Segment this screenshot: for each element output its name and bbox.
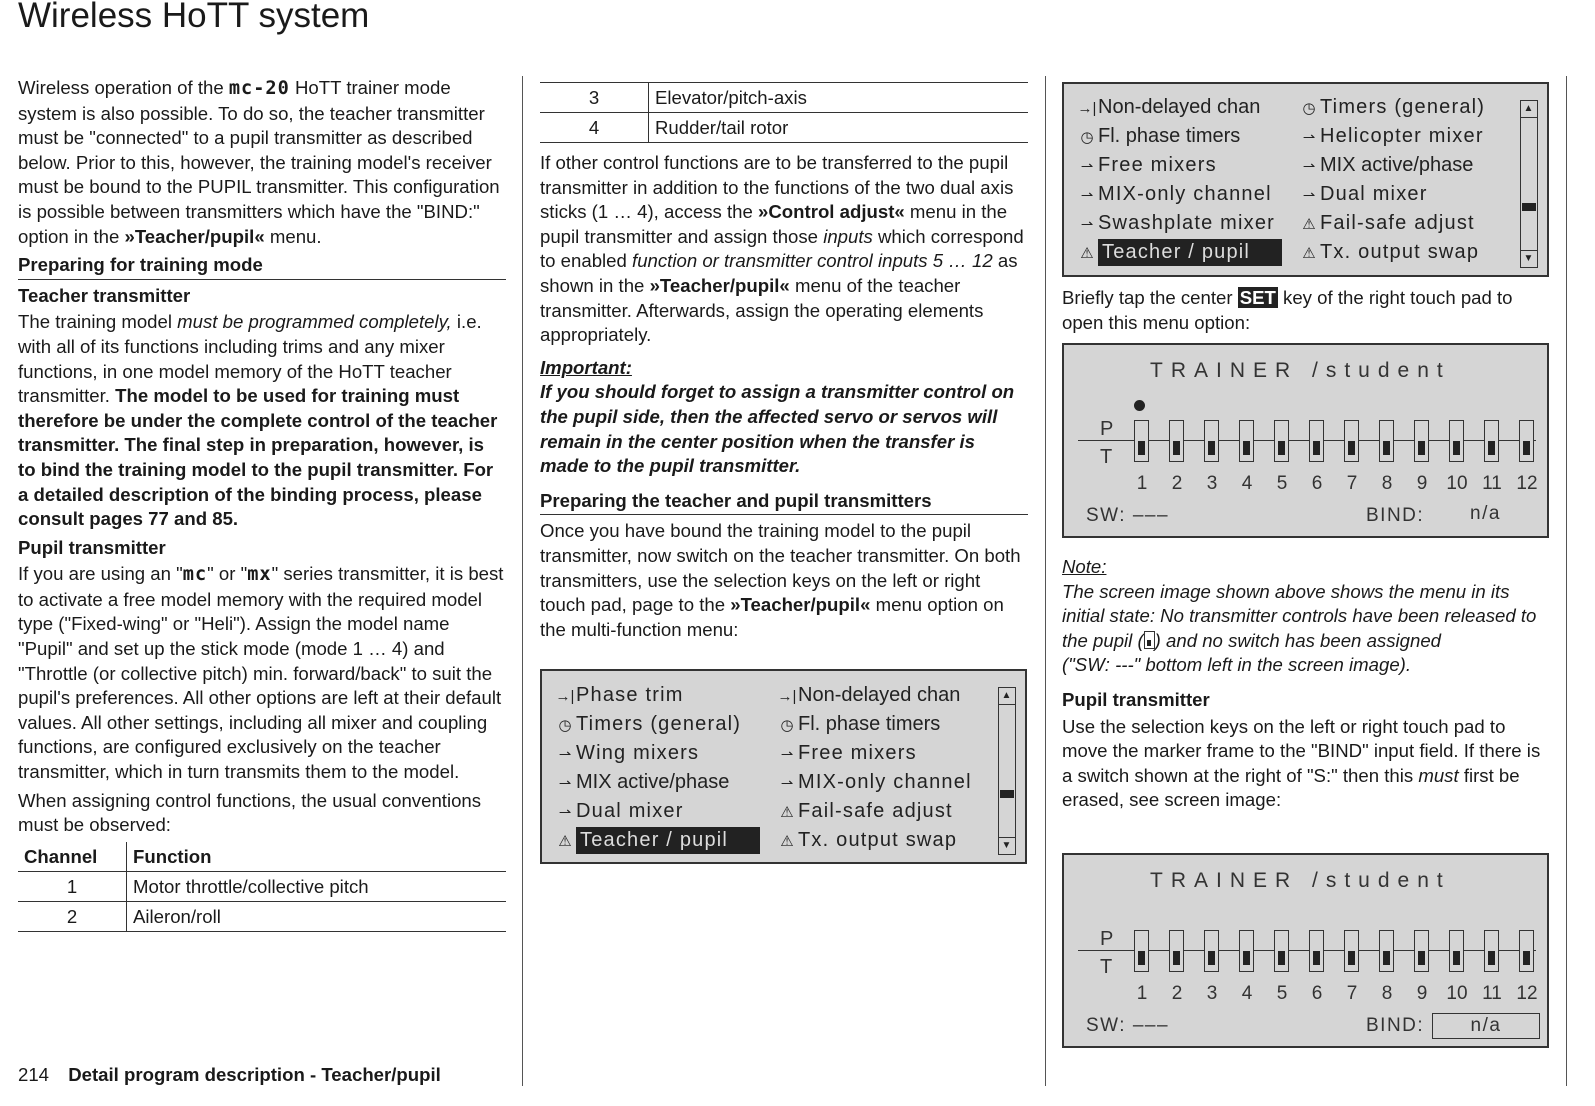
menu-item-phase-trim[interactable]: →|Phase trim <box>554 682 684 709</box>
menu-item-mix-active-phase[interactable]: ⇀ MIX active/phase <box>1298 152 1473 179</box>
channel-number: 12 <box>1516 983 1538 1004</box>
channel-number: 10 <box>1446 473 1468 494</box>
channel-switch-icon <box>1449 930 1464 972</box>
trainer-header: TRAINER /student <box>1150 359 1451 382</box>
channel-number: 11 <box>1482 983 1502 1004</box>
arrow-bar-icon: →| <box>555 688 575 705</box>
mixer-icon: ⇀ <box>1302 187 1316 204</box>
clock-icon: ◷ <box>780 717 794 734</box>
channel-number: 8 <box>1381 473 1393 494</box>
bind-label: BIND: <box>1366 1015 1425 1036</box>
t-label: T <box>1100 956 1113 978</box>
menu-item-mix-only-channel[interactable]: ⇀ MIX-only channel <box>776 769 972 796</box>
column-divider <box>522 76 523 1086</box>
warning-icon: ⚠ <box>1302 245 1316 262</box>
mixer-icon: ⇀ <box>780 775 794 792</box>
t-label: T <box>1100 446 1113 468</box>
channel-switch-icon <box>1309 420 1324 462</box>
channel-switch-icon <box>1414 420 1429 462</box>
trainer-screen-initial <box>1062 343 1549 538</box>
channel-switch-icon <box>1519 420 1534 462</box>
channel-number: 3 <box>1206 473 1218 494</box>
channel-number: 1 <box>1136 983 1148 1004</box>
channel-number: 2 <box>1171 473 1183 494</box>
channel-switch-icon <box>1204 420 1219 462</box>
scroll-up-icon: ▲ <box>1521 101 1537 118</box>
p-label: P <box>1100 418 1114 440</box>
footer-section: Detail program description - Teacher/pupil <box>68 1064 441 1085</box>
menu-scrollbar[interactable] <box>1520 100 1538 268</box>
channel-number: 12 <box>1516 473 1538 494</box>
once-paragraph: Once you have bound the training model to the pupil transmitter, now switch on the teacher transmitter. On both transmitters, use the selection keys on the left or right touch pad, page to the »Teacher/pupil« menu option on the multi-function menu: <box>540 520 1021 640</box>
pupil-bind-paragraph: Use the selection keys on the left or right touch pad to move the marker frame to the "BIND" input field. If there is a switch shown at the right of "S:" then this must first be erased, see screen image: <box>1062 715 1541 811</box>
mixer-icon: ⇀ <box>558 746 572 763</box>
column-1 <box>18 76 506 932</box>
channel-number: 11 <box>1482 473 1502 494</box>
menu-item-timers-general[interactable]: ◷ Timers (general) <box>1298 94 1485 121</box>
heading-preparing: Preparing for training mode <box>18 253 506 280</box>
menu-item-swashplate-mixer[interactable]: ⇀ Swashplate mixer <box>1076 210 1275 237</box>
trainer-screen-bind <box>1062 853 1549 1048</box>
switch-icon <box>1144 631 1155 649</box>
channel-switch-icon <box>1414 930 1429 972</box>
channel-number: 9 <box>1416 983 1428 1004</box>
menu-item-non-delayed-chan[interactable]: →|Non-delayed chan <box>1076 94 1260 121</box>
menu-item-mix-active-phase[interactable]: ⇀ MIX active/phase <box>554 769 729 796</box>
menu-item-tx-output-swap[interactable]: ⚠ Tx. output swap <box>1298 239 1479 266</box>
mixer-icon: ⇀ <box>558 804 572 821</box>
bind-value-field[interactable]: n/a <box>1432 1013 1540 1039</box>
arrow-bar-icon: →| <box>777 688 797 705</box>
menu-item-fl-phase-timers[interactable]: ◷ Fl. phase timers <box>1076 123 1240 150</box>
menu-item-teacher-pupil[interactable]: ⚠ Teacher / pupil <box>554 827 760 854</box>
clock-icon: ◷ <box>558 717 572 734</box>
selection-dot <box>1134 400 1145 411</box>
channel-number: 1 <box>1136 473 1148 494</box>
column-divider <box>1566 76 1567 1086</box>
channel-switch-icon <box>1344 930 1359 972</box>
channel-switch-icon <box>1309 930 1324 972</box>
menu-scrollbar[interactable] <box>998 687 1016 855</box>
heading-pupil: Pupil transmitter <box>18 536 166 558</box>
scroll-up-icon: ▲ <box>999 688 1015 705</box>
table-row: 2 Aileron/roll <box>18 901 506 931</box>
warning-icon: ⚠ <box>1302 216 1316 233</box>
heading-preparing-transmitters: Preparing the teacher and pupil transmitters <box>540 489 1028 516</box>
mixer-icon: ⇀ <box>1080 216 1094 233</box>
table-row: 4 Rudder/tail rotor <box>540 113 1028 143</box>
arrow-bar-icon: →| <box>1077 100 1097 117</box>
channel-number: 2 <box>1171 983 1183 1004</box>
channel-number: 6 <box>1311 983 1323 1004</box>
tap-paragraph-block <box>1062 286 1542 339</box>
scroll-down-icon: ▼ <box>1521 250 1537 267</box>
important-note: Important: If you should forget to assign a transmitter control on the pupil side, then the affected servo or servos will remain in the center position when the transfer is made to the pupil transmitter. <box>540 356 1015 477</box>
channel-number: 4 <box>1241 473 1253 494</box>
mixer-icon: ⇀ <box>780 746 794 763</box>
menu-item-fail-safe-adjust[interactable]: ⚠ Fail-safe adjust <box>776 798 953 825</box>
note-block <box>1062 555 1542 817</box>
channel-switch-icon <box>1274 930 1289 972</box>
p-label: P <box>1100 928 1114 950</box>
scroll-down-icon: ▼ <box>999 837 1015 854</box>
channel-switch-icon <box>1169 930 1184 972</box>
warning-icon: ⚠ <box>780 804 794 821</box>
sw-label: SW: ––– <box>1086 505 1170 526</box>
channel-number: 5 <box>1276 473 1288 494</box>
column-2 <box>540 82 1028 646</box>
menu-item-dual-mixer[interactable]: ⇀ Dual mixer <box>1298 181 1428 208</box>
warning-icon: ⚠ <box>558 833 572 850</box>
table-row: 1 Motor throttle/collective pitch <box>18 871 506 901</box>
channel-switch-icon <box>1169 420 1184 462</box>
channel-number: 10 <box>1446 983 1468 1004</box>
mixer-icon: ⇀ <box>558 775 572 792</box>
channel-switch-icon <box>1519 930 1534 972</box>
channel-switch-icon <box>1379 420 1394 462</box>
mc20-logo: mc-20 <box>228 78 290 99</box>
multifunction-menu-screen-heli <box>1062 82 1549 277</box>
channel-number: 9 <box>1416 473 1428 494</box>
tap-paragraph: Briefly tap the center SET key of the right touch pad to open this menu option: <box>1062 287 1513 333</box>
menu-item-mix-only-channel[interactable]: ⇀ MIX-only channel <box>1076 181 1272 208</box>
channel-switch-icon <box>1274 420 1289 462</box>
channel-table: Channel Function 1 Motor throttle/collective pitch 2 Aileron/roll <box>18 842 506 932</box>
channel-number: 7 <box>1346 983 1358 1004</box>
menu-item-helicopter-mixer[interactable]: ⇀ Helicopter mixer <box>1298 123 1484 150</box>
channel-switch-icon <box>1344 420 1359 462</box>
menu-item-dual-mixer[interactable]: ⇀ Dual mixer <box>554 798 684 825</box>
mixer-icon: ⇀ <box>1302 158 1316 175</box>
menu-item-teacher-pupil[interactable]: ⚠ Teacher / pupil <box>1076 239 1282 266</box>
channel-number: 5 <box>1276 983 1288 1004</box>
bind-value[interactable]: n/a <box>1470 503 1501 524</box>
channel-number: 3 <box>1206 983 1218 1004</box>
trainer-header: TRAINER /student <box>1150 869 1451 892</box>
intro-paragraph: Wireless operation of the mc-20 HoTT trainer mode system is also possible. To do so, the teacher transmitter must be "connected" to a pupil transmitter as described below. Prior to this, however, the training model's receiver must be bound to the PUPIL transmitter. This configuration is possible between transmitters which have the "BIND:" option in the »Teacher/pupil« menu. <box>18 77 500 247</box>
channel-switch-icon <box>1239 930 1254 972</box>
channel-switch-icon <box>1134 420 1149 462</box>
table-row: 3 Elevator/pitch-axis <box>540 83 1028 113</box>
channel-switch-icon <box>1204 930 1219 972</box>
heading-pupil-transmitter: Pupil transmitter <box>1062 688 1210 710</box>
channel-number: 8 <box>1381 983 1393 1004</box>
assign-paragraph: When assigning control functions, the usual conventions must be observed: <box>18 789 482 836</box>
pupil-paragraph: If you are using an "mc" or "mx" series transmitter, it is best to activate a free model memory with the required model type ("Fixed-wing" or "Heli"). Assign the model name "Pupil" and set up the stick mode (mode 1 … 4) and "Throttle (or collective pitch) min. forward/back" to suit the pupil's preferences. All other options are left at their default values. All other settings, including all mixer and coupling functions, are configured exclusively on the teacher transmitter, which in turn transmits them to the model. <box>18 563 504 783</box>
page-title: Wireless HoTT system <box>18 0 370 35</box>
menu-item-non-delayed-chan[interactable]: →|Non-delayed chan <box>776 682 960 709</box>
menu-item-fl-phase-timers[interactable]: ◷ Fl. phase timers <box>776 711 940 738</box>
teacher-paragraph: The training model must be programmed completely, i.e. with all of its functions including trims and any mixer functions, in one model memory of the HoTT teacher transmitter. The model to be used for training must therefore be under the complete control of the teacher transmitter. The final step in preparation, however, is to bind the training model to the pupil transmitter. For a detailed description of the binding process, please consult pages 77 and 85. <box>18 311 498 530</box>
channel-switch-icon <box>1484 420 1499 462</box>
channel-number: 6 <box>1311 473 1323 494</box>
multifunction-menu-screen <box>540 669 1027 864</box>
mixer-icon: ⇀ <box>1080 187 1094 204</box>
page-footer <box>18 1064 441 1086</box>
channel-switch-icon <box>1484 930 1499 972</box>
menu-item-tx-output-swap[interactable]: ⚠ Tx. output swap <box>776 827 957 854</box>
warning-icon: ⚠ <box>1080 245 1094 262</box>
clock-icon: ◷ <box>1080 129 1094 146</box>
mixer-icon: ⇀ <box>1080 158 1094 175</box>
channel-number: 7 <box>1346 473 1358 494</box>
note-paragraph: Note: The screen image shown above shows the menu in its initial state: No transmitter controls have been released to the pupil ( ) and no switch has been assigned ("SW: ---" bottom left in the screen image). <box>1062 556 1537 676</box>
bind-label: BIND: <box>1366 505 1425 526</box>
menu-item-timers-general[interactable]: ◷ Timers (general) <box>554 711 741 738</box>
page-number: 214 <box>18 1064 50 1085</box>
menu-item-wing-mixers[interactable]: ⇀ Wing mixers <box>554 740 699 767</box>
channel-number: 4 <box>1241 983 1253 1004</box>
channel-switch-icon <box>1134 930 1149 972</box>
warning-icon: ⚠ <box>780 833 794 850</box>
other-functions-paragraph: If other control functions are to be transferred to the pupil transmitter in addition to the functions of the two dual axis sticks (1 … 4), access the »Control adjust« menu in the pupil transmitter and assign those inputs which correspond to enabled function or transmitter control inputs 5 … 12 as shown in the »Teacher/pupil« menu of the teacher transmitter. Afterwards, assign the operating elements appropriately. <box>540 152 1024 346</box>
menu-item-fail-safe-adjust[interactable]: ⚠ Fail-safe adjust <box>1298 210 1475 237</box>
sw-label: SW: ––– <box>1086 1015 1170 1036</box>
menu-item-free-mixers[interactable]: ⇀ Free mixers <box>776 740 917 767</box>
mixer-icon: ⇀ <box>1302 129 1316 146</box>
set-key: SET <box>1239 287 1276 308</box>
heading-teacher: Teacher transmitter <box>18 284 191 306</box>
clock-icon: ◷ <box>1302 100 1316 117</box>
channel-switch-icon <box>1449 420 1464 462</box>
column-divider <box>1045 76 1046 1086</box>
channel-table-continued <box>540 82 1028 143</box>
channel-switch-icon <box>1379 930 1394 972</box>
channel-switch-icon <box>1239 420 1254 462</box>
menu-item-free-mixers[interactable]: ⇀ Free mixers <box>1076 152 1217 179</box>
